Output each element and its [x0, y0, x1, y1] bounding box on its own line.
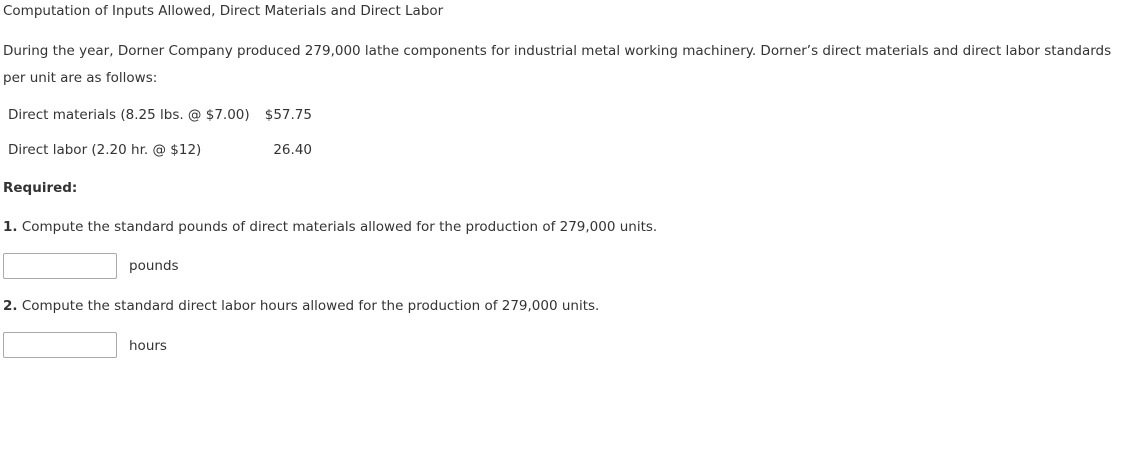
question-text: Compute the standard direct labor hours allowed for the production of 279,000 units.: [21, 298, 600, 314]
question-text: Compute the standard pounds of direct materials allowed for the production of 279,000 units.: [21, 219, 658, 235]
question-number: 1.: [3, 219, 18, 235]
standards-value: $57.75: [264, 107, 312, 123]
hours-answer-input[interactable]: [3, 332, 117, 358]
intro-paragraph: During the year, Dorner Company produced 279,000 lathe components for industrial metal working machinery. Dorner’s direct materials and direct labor standards per unit are as follows:: [3, 43, 1112, 86]
standards-label: Direct materials (8.25 lbs. @ $7.00): [8, 107, 250, 123]
standards-label: Direct labor (2.20 hr. @ $12): [8, 142, 202, 158]
question-number: 2.: [3, 298, 18, 314]
question-2: [3, 297, 599, 315]
question-1: [3, 218, 657, 236]
page-title: Computation of Inputs Allowed, Direct Materials and Direct Labor: [3, 3, 444, 19]
pounds-unit-label: pounds: [129, 258, 179, 274]
standards-value: 26.40: [273, 142, 312, 158]
pounds-answer-input[interactable]: [3, 253, 117, 279]
required-heading: Required:: [3, 180, 78, 196]
hours-unit-label: hours: [129, 338, 167, 354]
